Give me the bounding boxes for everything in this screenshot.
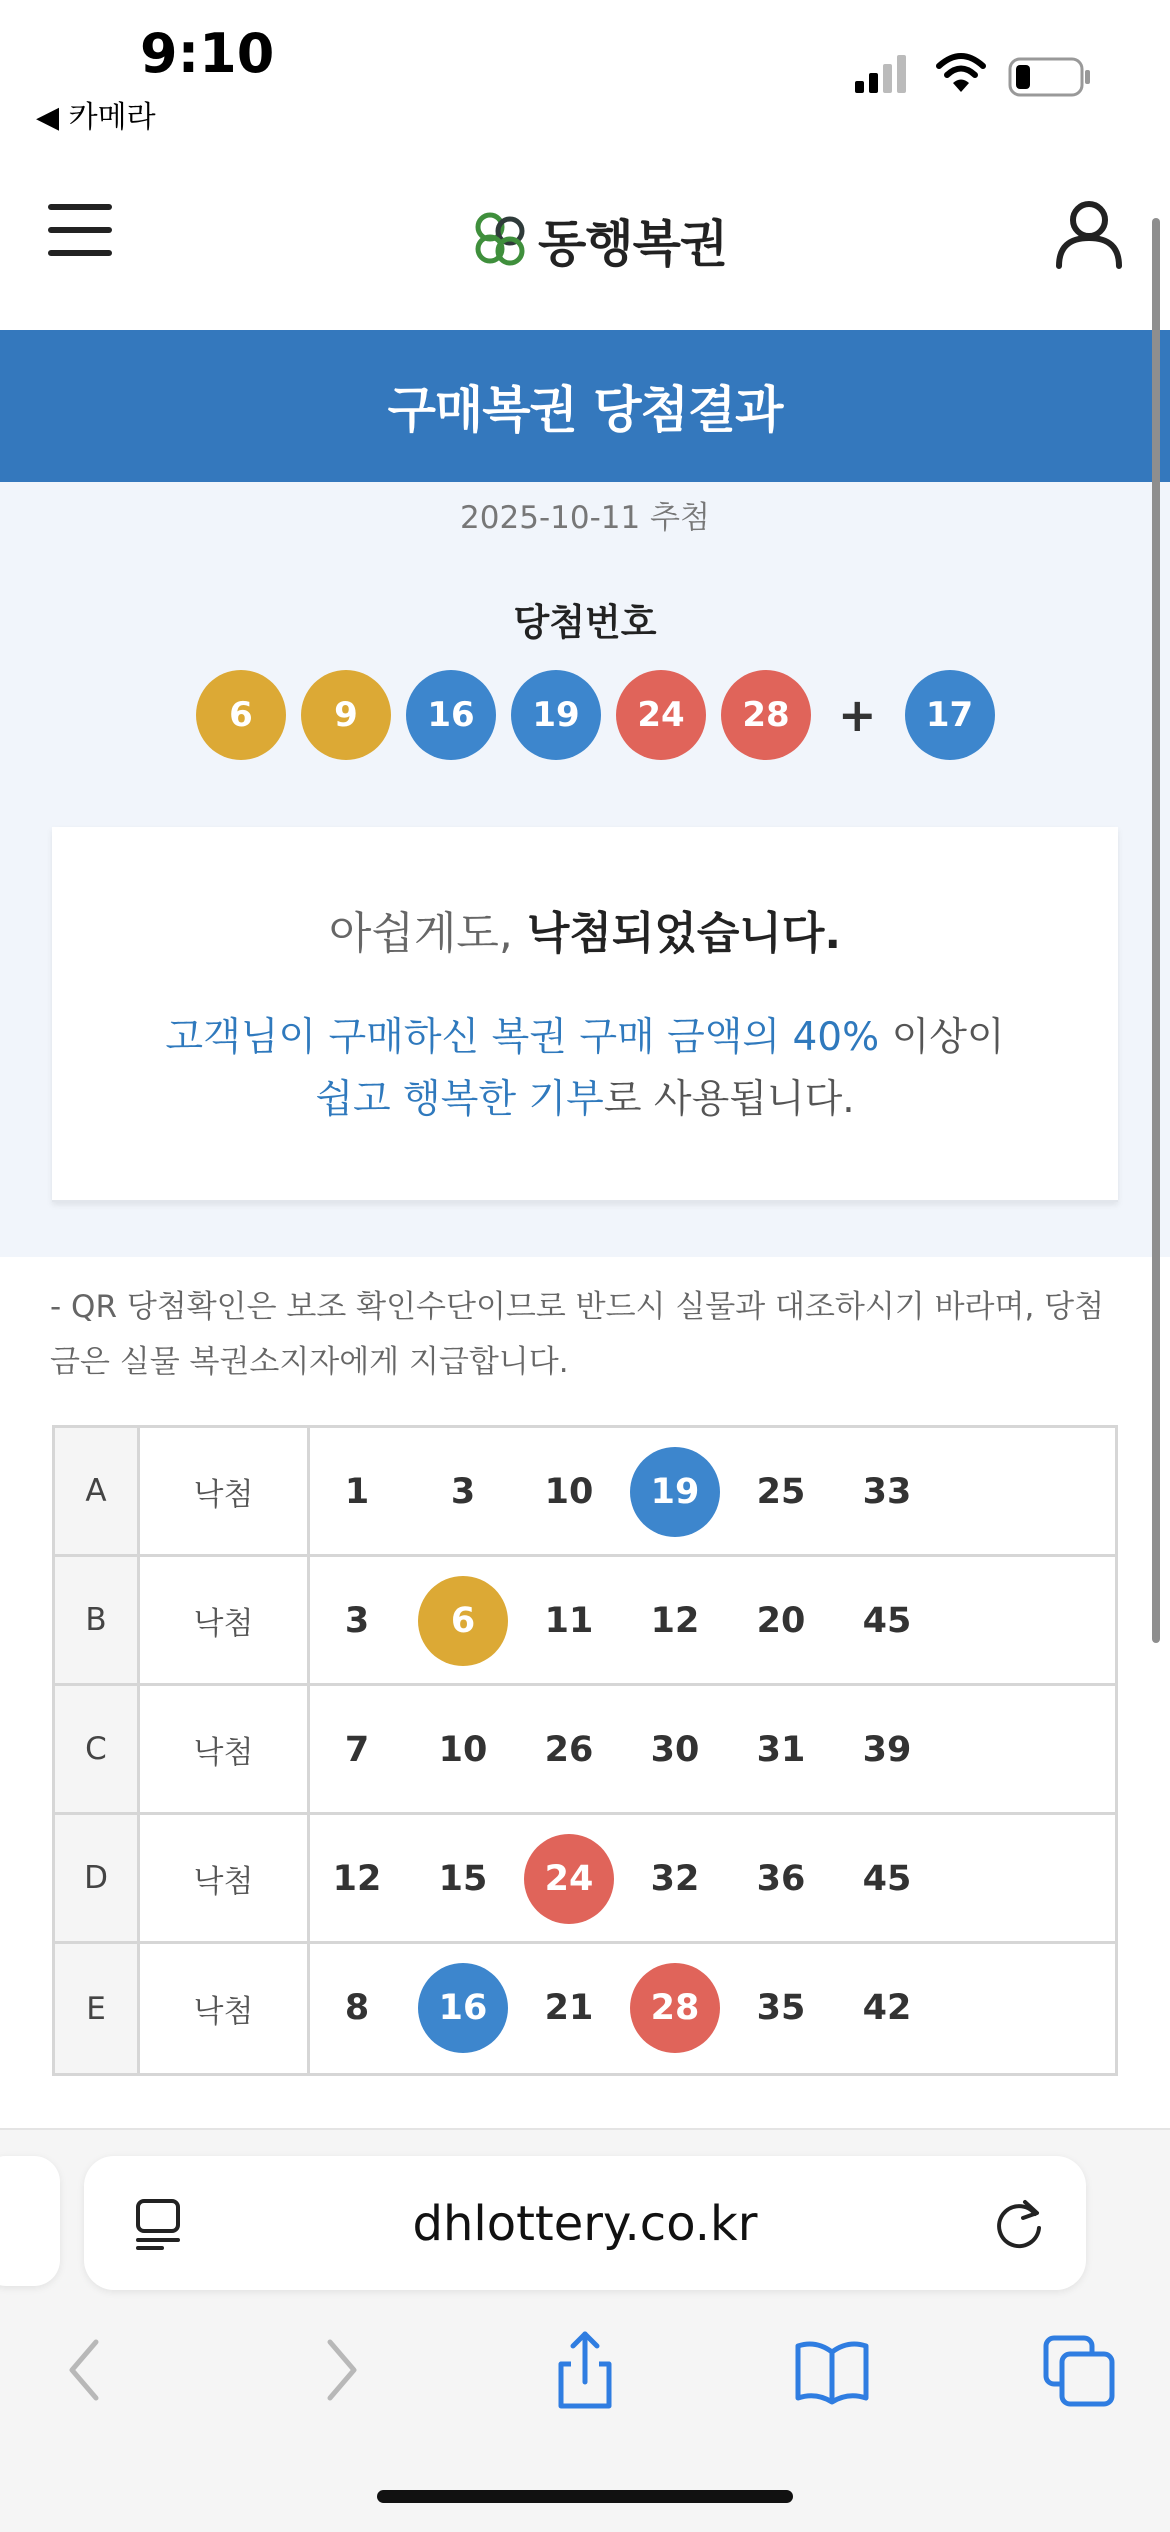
ticket-number: 25	[756, 1472, 806, 1512]
ticket-row	[55, 1944, 1115, 2073]
ticket-number: 45	[862, 1859, 912, 1899]
ticket-number: 12	[332, 1859, 382, 1899]
result-message-card	[52, 827, 1118, 1202]
site-header	[0, 160, 1170, 330]
ticket-row	[55, 1815, 1115, 1944]
ticket-game-label: B	[55, 1557, 140, 1683]
ticket-numbers	[310, 1428, 1115, 1554]
address-bar[interactable]	[84, 2156, 1086, 2290]
cellular-signal-icon	[855, 55, 915, 95]
clover-logo-icon	[470, 211, 528, 269]
ticket-number: 3	[450, 1472, 476, 1512]
ticket-numbers	[310, 1944, 1115, 2073]
browser-nav-row	[0, 2330, 1170, 2420]
ticket-number-matched: 6	[418, 1576, 508, 1666]
ticket-number: 3	[344, 1601, 370, 1641]
home-indicator	[377, 2490, 793, 2503]
chevron-left-icon[interactable]	[46, 2330, 126, 2410]
ticket-game-label: E	[55, 1944, 140, 2073]
ticket-result: 낙첨	[140, 1557, 310, 1683]
winning-number-ball: 19	[511, 670, 601, 760]
wifi-icon	[936, 52, 986, 94]
back-to-camera-link[interactable]: ◀ 카메라	[36, 100, 156, 135]
result-message-bold: 낙첨되었습니다.	[526, 908, 842, 959]
ticket-number: 33	[862, 1472, 912, 1512]
logo-text: 동행복권	[538, 215, 728, 273]
battery-icon	[1008, 57, 1092, 97]
ticket-result: 낙첨	[140, 1815, 310, 1941]
ticket-numbers	[310, 1815, 1115, 1941]
ticket-numbers	[310, 1557, 1115, 1683]
donation-text-1: 이상이	[879, 1015, 1005, 1060]
ticket-number: 36	[756, 1859, 806, 1899]
ticket-game-label: D	[55, 1815, 140, 1941]
hamburger-menu-icon[interactable]	[48, 204, 112, 260]
ticket-numbers	[310, 1686, 1115, 1812]
tabs-icon[interactable]	[1040, 2330, 1120, 2410]
ticket-number: 15	[438, 1859, 488, 1899]
site-logo[interactable]	[470, 204, 727, 276]
ticket-number: 1	[344, 1472, 370, 1512]
browser-toolbar	[0, 2128, 1170, 2532]
ticket-number: 11	[544, 1601, 594, 1641]
url-text[interactable]: dhlottery.co.kr	[412, 2196, 758, 2252]
ticket-number-matched: 28	[630, 1963, 720, 2053]
ticket-result: 낙첨	[140, 1428, 310, 1554]
ticket-number: 10	[544, 1472, 594, 1512]
ticket-game-label: A	[55, 1428, 140, 1554]
ticket-number: 26	[544, 1730, 594, 1770]
result-message	[52, 897, 1118, 961]
page-banner	[0, 330, 1170, 482]
result-message-prefix: 아쉽게도,	[328, 908, 527, 959]
user-icon[interactable]	[1054, 198, 1124, 270]
ticket-number: 12	[650, 1601, 700, 1641]
winning-number-ball: 9	[301, 670, 391, 760]
bonus-number-ball: 17	[905, 670, 995, 760]
ticket-game-label: C	[55, 1686, 140, 1812]
winning-number-ball: 24	[616, 670, 706, 760]
donation-highlight-1: 고객님이 구매하신 복권 구매 금액의 40%	[165, 1015, 880, 1060]
donation-message	[52, 1007, 1118, 1131]
page-scrollbar[interactable]	[1152, 218, 1160, 1643]
qr-notice-text: - QR 당첨확인은 보조 확인수단이므로 반드시 실물과 대조하시기 바라며, 당첨금은 실물 복권소지자에게 지급합니다.	[50, 1289, 1105, 1380]
page-title: 구매복권 당첨결과	[387, 381, 783, 439]
draw-date: 2025-10-11 추첨	[460, 500, 710, 536]
winning-number-ball: 28	[721, 670, 811, 760]
ticket-row	[55, 1686, 1115, 1815]
winning-numbers	[196, 670, 1010, 760]
ticket-number: 39	[862, 1730, 912, 1770]
reload-icon[interactable]	[991, 2196, 1047, 2252]
ticket-number: 8	[344, 1988, 370, 2028]
ticket-number: 35	[756, 1988, 806, 2028]
book-icon[interactable]	[792, 2330, 872, 2410]
ticket-number: 45	[862, 1601, 912, 1641]
donation-highlight-2: 쉽고 행복한 기부	[315, 1077, 604, 1122]
winning-numbers-label: 당첨번호	[513, 601, 657, 644]
plus-sign: +	[838, 688, 877, 742]
share-icon[interactable]	[545, 2330, 625, 2410]
ticket-number-matched: 19	[630, 1447, 720, 1537]
ticket-number: 42	[862, 1988, 912, 2028]
ticket-number: 32	[650, 1859, 700, 1899]
ticket-row	[55, 1557, 1115, 1686]
ticket-number: 7	[344, 1730, 370, 1770]
ticket-number-matched: 24	[524, 1834, 614, 1924]
ticket-number: 21	[544, 1988, 594, 2028]
ticket-result: 낙첨	[140, 1944, 310, 2073]
status-time: 9:10	[140, 22, 275, 85]
ticket-number: 30	[650, 1730, 700, 1770]
ticket-row	[55, 1428, 1115, 1557]
ticket-table	[52, 1425, 1118, 2076]
ticket-number: 31	[756, 1730, 806, 1770]
status-bar	[0, 0, 1170, 150]
previous-tab-card[interactable]	[0, 2156, 60, 2286]
winning-number-ball: 16	[406, 670, 496, 760]
ticket-result: 낙첨	[140, 1686, 310, 1812]
ticket-number-matched: 16	[418, 1963, 508, 2053]
ticket-number: 20	[756, 1601, 806, 1641]
donation-text-2: 로 사용됩니다.	[603, 1077, 855, 1122]
winning-number-ball: 6	[196, 670, 286, 760]
draw-result-section	[0, 482, 1170, 1257]
chevron-right-icon[interactable]	[300, 2330, 380, 2410]
ticket-number: 10	[438, 1730, 488, 1770]
